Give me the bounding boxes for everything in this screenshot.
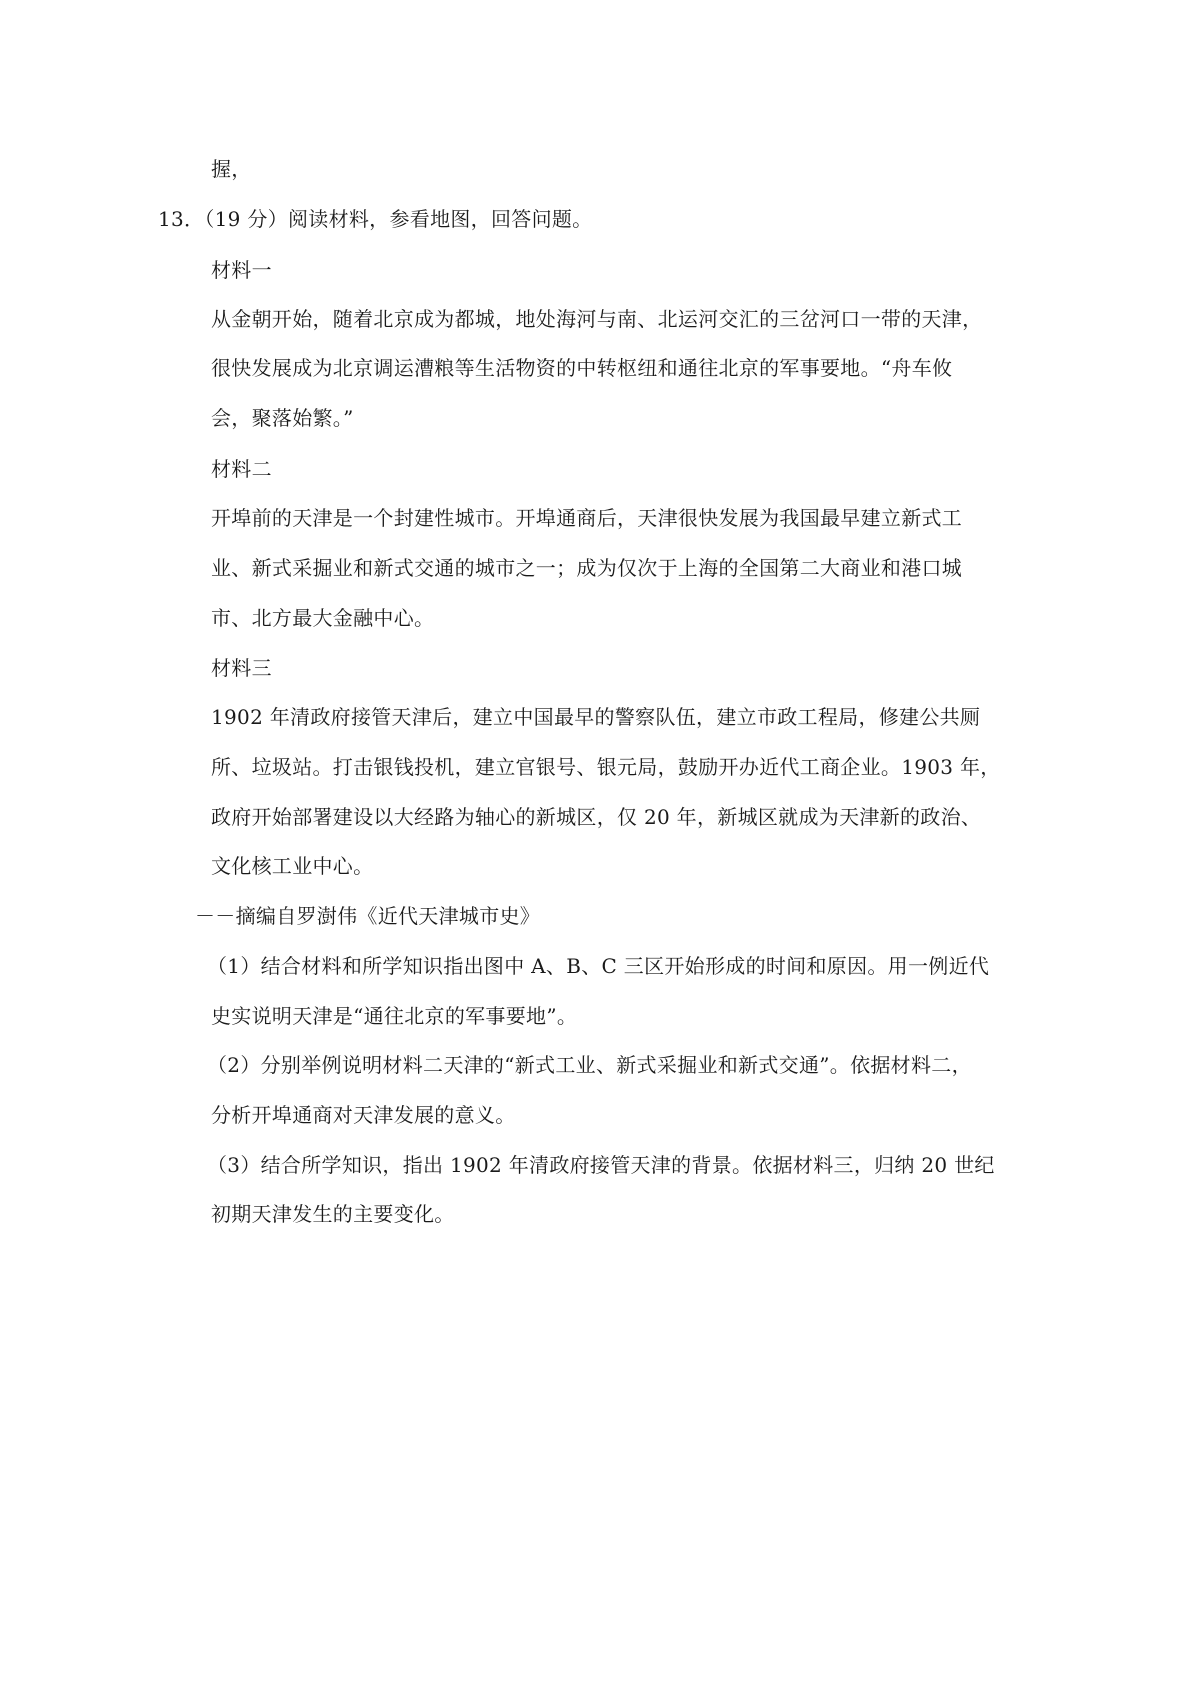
material-3-line: 文化核工业中心。 (211, 854, 374, 878)
question-13-header (158, 205, 592, 233)
previous-answer-fragment: 握， (211, 157, 252, 181)
material-2-line: 开埠前的天津是一个封建性城市。开埠通商后，天津很快发展为我国最早建立新式工 (211, 506, 963, 530)
material-2-line: 市、北方最大金融中心。 (211, 606, 435, 630)
sub-question-3-line: 初期天津发生的主要变化。 (211, 1202, 455, 1226)
material-1-line: 很快发展成为北京调运漕粮等生活物资的中转枢纽和通往北京的军事要地。“舟车攸 (211, 356, 953, 380)
sub-question-1-line: 史实说明天津是“通往北京的军事要地”。 (211, 1004, 578, 1028)
question-number: 13． (158, 207, 205, 231)
material-3-title: 材料三 (211, 656, 272, 680)
sub-question-3-line: （3）结合所学知识，指出 1902 年清政府接管天津的背景。依据材料三，归纳 20 世纪 (207, 1153, 995, 1177)
material-1-line: 会，聚落始繁。” (211, 406, 354, 430)
sub-question-2-line: （2）分别举例说明材料二天津的“新式工业、新式采掘业和新式交通”。依据材料二， (207, 1053, 972, 1077)
question-instruction: （19 分）阅读材料，参看地图，回答问题。 (204, 207, 593, 231)
material-1-title: 材料一 (211, 258, 272, 282)
sub-question-2-line: 分析开埠通商对天津发展的意义。 (211, 1103, 516, 1127)
material-3-line: 所、垃圾站。打击银钱投机，建立官银号、银元局，鼓励开办近代工商企业。1903 年， (211, 755, 1001, 779)
material-2-line: 业、新式采掘业和新式交通的城市之一；成为仅次于上海的全国第二大商业和港口城 (211, 556, 963, 580)
material-2-title: 材料二 (211, 457, 272, 481)
material-3-source: －－摘编自罗澍伟《近代天津城市史》 (195, 904, 541, 928)
material-1-line: 从金朝开始，随着北京成为都城，地处海河与南、北运河交汇的三岔河口一带的天津， (211, 307, 983, 331)
material-3-line: 政府开始部署建设以大经路为轴心的新城区，仅 20 年，新城区就成为天津新的政治、 (211, 805, 982, 829)
material-3-line: 1902 年清政府接管天津后，建立中国最早的警察队伍，建立市政工程局，修建公共厕 (211, 705, 981, 729)
sub-question-1-line: （1）结合材料和所学知识指出图中 A、B、C 三区开始形成的时间和原因。用一例近代 (207, 954, 990, 978)
